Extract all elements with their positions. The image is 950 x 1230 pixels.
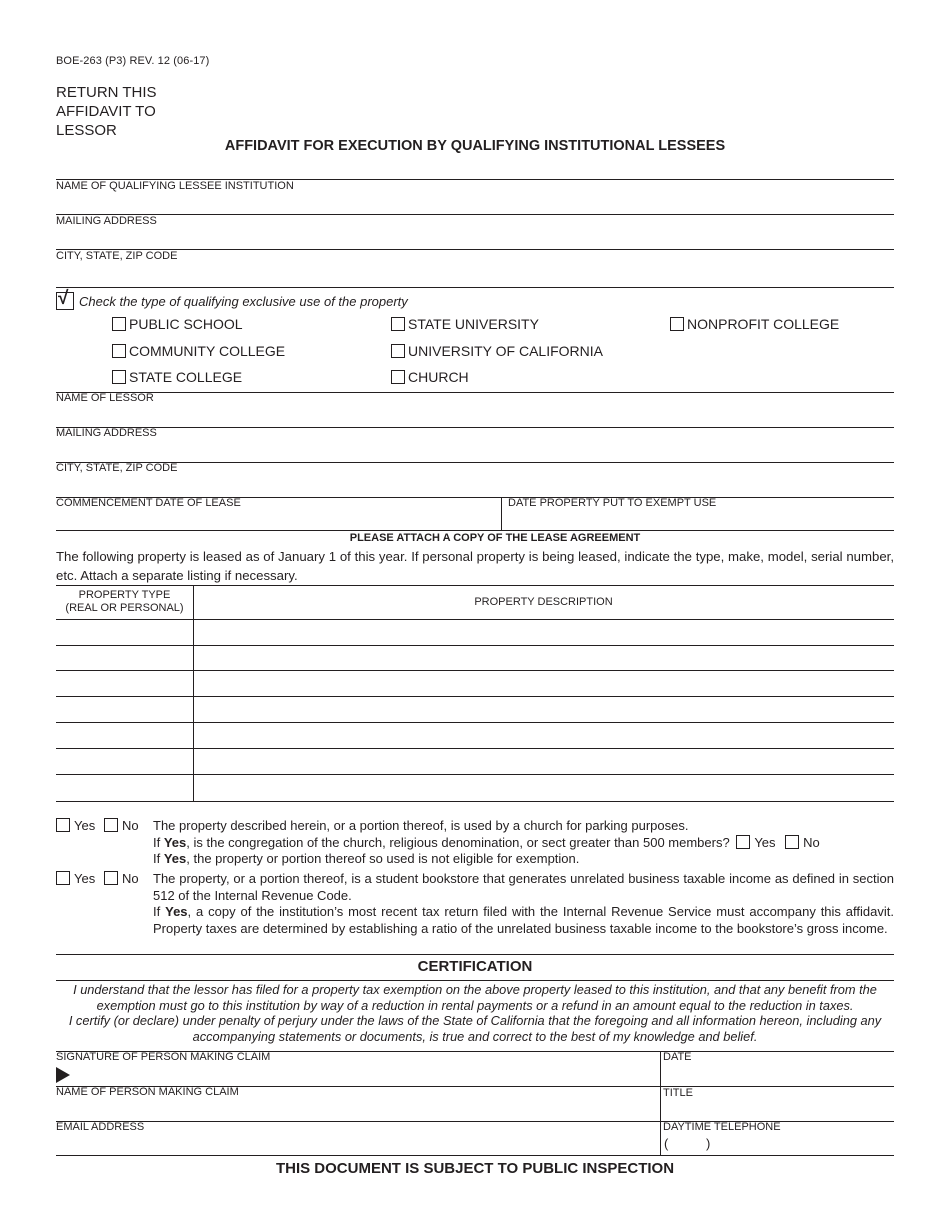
- checkbox-nonprofit-college[interactable]: NONPROFIT COLLEGE: [670, 316, 839, 332]
- table-row[interactable]: [56, 801, 894, 802]
- use-type-instruction: Check the type of qualifying exclusive use of the property: [79, 294, 408, 309]
- table-row[interactable]: [56, 670, 894, 671]
- divider: [56, 1155, 894, 1156]
- checkbox-icon: [112, 317, 126, 331]
- signature-arrow-icon: [56, 1067, 70, 1083]
- checkbox-icon: [785, 835, 799, 849]
- church-parking-no-checkbox[interactable]: No: [104, 818, 139, 833]
- public-inspection-notice: THIS DOCUMENT IS SUBJECT TO PUBLIC INSPECTION: [275, 1160, 675, 1177]
- checkbox-church[interactable]: CHURCH: [391, 369, 469, 385]
- checkbox-icon: [112, 344, 126, 358]
- return-line: RETURN THIS: [56, 84, 157, 101]
- checkbox-icon: [391, 317, 405, 331]
- congregation-yes-checkbox[interactable]: Yes: [736, 835, 775, 850]
- checkbox-public-school[interactable]: PUBLIC SCHOOL: [112, 316, 243, 332]
- page-title: AFFIDAVIT FOR EXECUTION BY QUALIFYING INSTITUTIONAL LESSEES: [224, 138, 726, 154]
- commencement-date-field[interactable]: COMMENCEMENT DATE OF LEASE: [56, 497, 241, 509]
- table-header-property-type: PROPERTY TYPE (REAL OR PERSONAL): [65, 589, 184, 614]
- checkbox-state-university[interactable]: STATE UNIVERSITY: [391, 316, 539, 332]
- church-parking-question: The property described herein, or a portion thereof, is used by a church for parking purposes. If Yes, is the congregation of the church, religious denomination, or sect greater than 500 members? Yes No If Yes, the property or portion thereof so used is not eligible for exemption.: [153, 818, 820, 866]
- return-line: AFFIDAVIT TO: [56, 103, 156, 120]
- bookstore-question: The property, or a portion thereof, is a student bookstore that generates unrelated business taxable income as defined in section 512 of the Internal Revenue Code. If Yes, a copy of the institution’s most recent tax return filed with the Internal Revenue Service must accompany this affidavit. Property taxes are determined by establishing a ratio of the unrelated business taxable income to the bookstore’s gross income.: [153, 871, 894, 936]
- checkbox-icon: [104, 871, 118, 885]
- signature-field[interactable]: SIGNATURE OF PERSON MAKING CLAIM: [56, 1051, 271, 1063]
- divider: [56, 249, 894, 250]
- table-row[interactable]: [56, 645, 894, 646]
- checkbox-community-college[interactable]: COMMUNITY COLLEGE: [112, 343, 285, 359]
- daytime-telephone-field[interactable]: DAYTIME TELEPHONE: [663, 1121, 781, 1133]
- checkbox-university-of-california[interactable]: UNIVERSITY OF CALIFORNIA: [391, 343, 603, 359]
- checkbox-icon: [112, 370, 126, 384]
- checkbox-icon: [391, 344, 405, 358]
- divider: [501, 497, 502, 530]
- attach-lease-note: PLEASE ATTACH A COPY OF THE LEASE AGREEMENT: [349, 532, 641, 544]
- congregation-no-checkbox[interactable]: No: [785, 835, 820, 850]
- divider: [56, 427, 894, 428]
- lessee-name-field[interactable]: NAME OF QUALIFYING LESSEE INSTITUTION: [56, 180, 294, 192]
- table-row[interactable]: [56, 696, 894, 697]
- phone-area-open-paren: (: [664, 1136, 669, 1151]
- divider: [56, 287, 894, 288]
- lessor-name-field[interactable]: NAME OF LESSOR: [56, 392, 154, 404]
- divider: [56, 214, 894, 215]
- lease-instructions: The following property is leased as of January 1 of this year. If personal property is being leased, indicate the type, make, model, serial number, etc. Attach a separate listing if necessary.: [56, 549, 894, 583]
- divider: [56, 954, 894, 955]
- checkbox-icon: [104, 818, 118, 832]
- lessee-address-field[interactable]: MAILING ADDRESS: [56, 215, 157, 227]
- checkmark-icon: √: [56, 292, 74, 310]
- checkbox-state-college[interactable]: STATE COLLEGE: [112, 369, 242, 385]
- bookstore-yes-checkbox[interactable]: Yes: [56, 871, 95, 886]
- divider: [56, 980, 894, 981]
- claimant-name-field[interactable]: NAME OF PERSON MAKING CLAIM: [56, 1086, 239, 1098]
- checkbox-icon: [391, 370, 405, 384]
- date-field[interactable]: DATE: [663, 1051, 692, 1063]
- bookstore-no-checkbox[interactable]: No: [104, 871, 139, 886]
- checkbox-icon: [56, 818, 70, 832]
- church-parking-yes-checkbox[interactable]: Yes: [56, 818, 95, 833]
- exempt-use-date-field[interactable]: DATE PROPERTY PUT TO EXEMPT USE: [508, 497, 717, 509]
- table-border: [56, 585, 894, 586]
- divider: [660, 1051, 661, 1156]
- title-field[interactable]: TITLE: [663, 1087, 693, 1099]
- checkbox-icon: [736, 835, 750, 849]
- divider: [56, 530, 894, 531]
- checkbox-icon: [56, 871, 70, 885]
- table-row[interactable]: [56, 722, 894, 723]
- return-line: LESSOR: [56, 122, 117, 139]
- divider: [56, 392, 894, 393]
- table-row[interactable]: [56, 748, 894, 749]
- lessee-city-field[interactable]: CITY, STATE, ZIP CODE: [56, 250, 178, 262]
- table-header-property-description: PROPERTY DESCRIPTION: [474, 596, 613, 608]
- checkbox-icon: [670, 317, 684, 331]
- lessor-city-field[interactable]: CITY, STATE, ZIP CODE: [56, 462, 178, 474]
- return-instruction: [56, 83, 157, 140]
- table-row[interactable]: [56, 774, 894, 775]
- certification-heading: CERTIFICATION: [417, 958, 533, 975]
- table-column-divider: [193, 585, 194, 801]
- email-field[interactable]: EMAIL ADDRESS: [56, 1121, 145, 1133]
- table-row[interactable]: [56, 619, 894, 620]
- form-number: BOE-263 (P3) REV. 12 (06-17): [56, 55, 210, 67]
- phone-area-close-paren: ): [706, 1136, 711, 1151]
- certification-statement: I understand that the lessor has filed for a property tax exemption on the above property leased to this institution, and that any benefit from the exemption must go to this institution by way of a reduction in rental payments or a refund in an amount equal to the reduction in taxes. I certify (or declare) under penalty of perjury under the laws of the State of California that the foregoing and all information hereon, including any accompanying statements or documents, is true and correct to the best of my knowledge and belief.: [68, 982, 882, 1044]
- divider: [56, 462, 894, 463]
- lessor-address-field[interactable]: MAILING ADDRESS: [56, 427, 157, 439]
